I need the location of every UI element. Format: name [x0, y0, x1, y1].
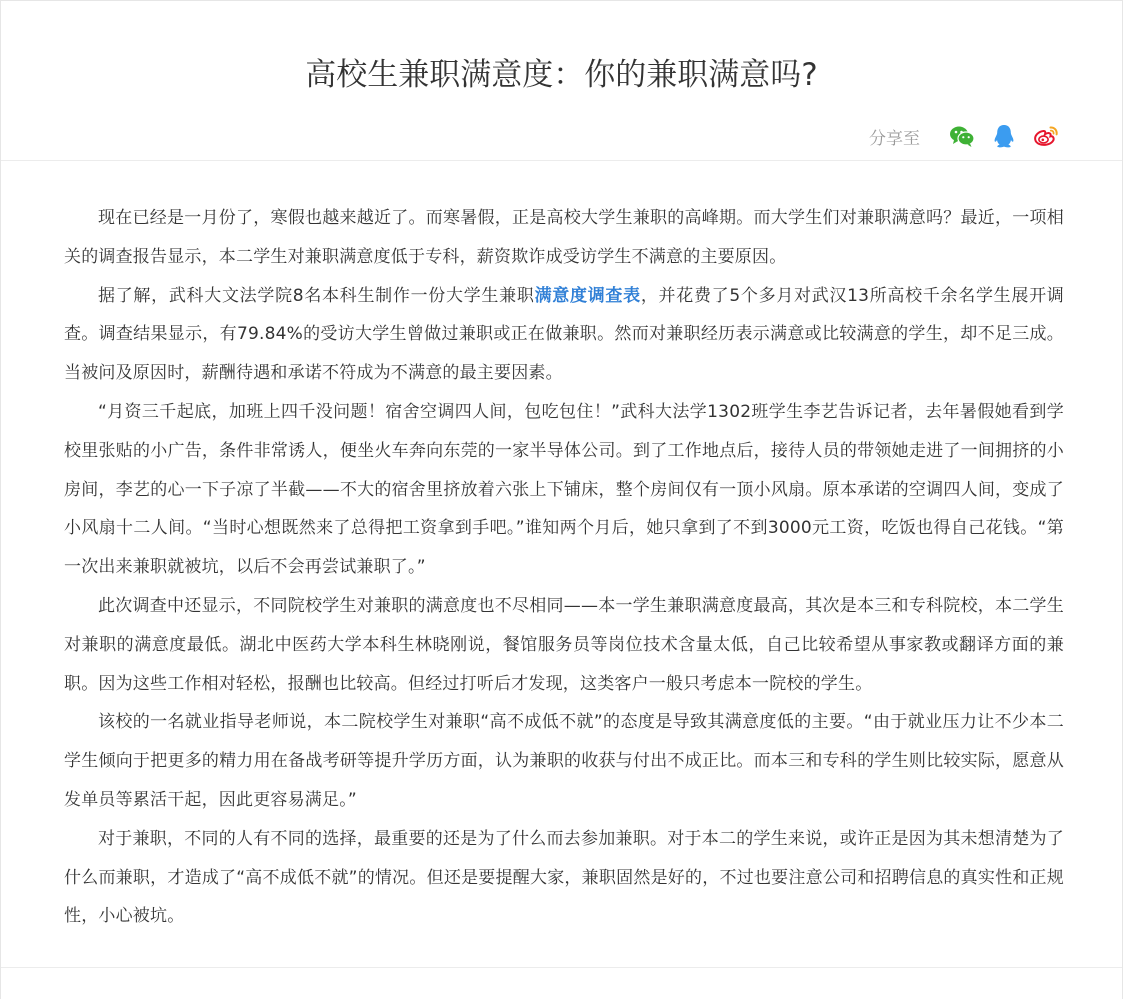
paragraph-2-before: 据了解，武科大文法学院8名本科生制作一份大学生兼职 — [98, 285, 535, 306]
paragraph-4: 此次调查中还显示，不同院校学生对兼职的满意度也不尽相同——本一学生兼职满意度最高，其次是本三和专科院校，本二学生对兼职的满意度最低。湖北中医药大学本科生林晓刚说，餐馆服务员等岗位技术含量太低，自己比较希望从事家教或翻译方面的兼职。因为这些工作相对轻松，报酬也比较高。但经过打听后才发现，这类客户一般只考虑本一院校的学生。 — [64, 595, 1064, 694]
article-title: 高校生兼职满意度：你的兼职满意吗? — [305, 57, 818, 93]
weibo-icon[interactable] — [1032, 122, 1060, 150]
paragraph-3: “月资三千起底，加班上四千没问题！宿舍空调四人间，包吃包住！”武科大法学1302班学生李艺告诉记者，去年暑假她看到学校里张贴的小广告，条件非常诱人，便坐火车奔向东莞的一家半导体公司。到了工作地点后，接待人员的带领她走进了一间拥挤的小房间，李艺的心一下子凉了半截——不大的宿舍里挤放着六张上下铺床，整个房间仅有一顶小风扇。原本承诺的空调四人间，变成了小风扇十二人间。“当时心想既然来了总得把工资拿到手吧。”谁知两个月后，她只拿到了不到3000元工资，吃饭也得自己花钱。“第一次出来兼职就被坑，以后不会再尝试兼职了。” — [64, 401, 1064, 578]
share-bar — [869, 120, 1060, 152]
article-body — [64, 199, 1064, 936]
qq-icon[interactable] — [990, 122, 1018, 150]
paragraph-2 — [64, 277, 1064, 393]
paragraph-5: 该校的一名就业指导老师说，本二院校学生对兼职“高不成低不就”的态度是导致其满意度低的主要。“由于就业压力让不少本二学生倾向于把更多的精力用在备战考研等提升学历方面，认为兼职的收获与付出不成正比。而本三和专科的学生则比较实际，愿意从发单员等累活干起，因此更容易满足。” — [64, 712, 1064, 810]
article-header — [1, 1, 1122, 161]
paragraph-1: 现在已经是一月份了，寒假也越来越近了。而寒暑假，正是高校大学生兼职的高峰期。而大学生们对兼职满意吗？最近，一项相关的调查报告显示，本二学生对兼职满意度低于专科，薪资欺诈成受访学生不满意的主要原因。 — [64, 208, 1064, 267]
paragraph-6: 对于兼职，不同的人有不同的选择，最重要的还是为了什么而去参加兼职。对于本二的学生来说，或许正是因为其未想清楚为了什么而兼职，才造成了“高不成低不就”的情况。但还是要提醒大家，兼职固然是好的，不过也要注意公司和招聘信息的真实性和正规性，小心被坑。 — [64, 828, 1064, 927]
paragraph-2-after: ，并花费了5个多月对武汉13所高校千余名学生展开调查。调查结果显示，有79.84%的受访大学生曾做过兼职或正在做兼职。然而对兼职经历表示满意或比较满意的学生，却不足三成。当被问及原因时，薪酬待遇和承诺不符成为不满意的最主要因素。 — [64, 285, 1064, 384]
footer-divider — [1, 967, 1122, 968]
share-label: 分享至 — [869, 128, 920, 149]
satisfaction-survey-link[interactable]: 满意度调查表 — [534, 285, 641, 306]
wechat-icon[interactable] — [948, 122, 976, 150]
